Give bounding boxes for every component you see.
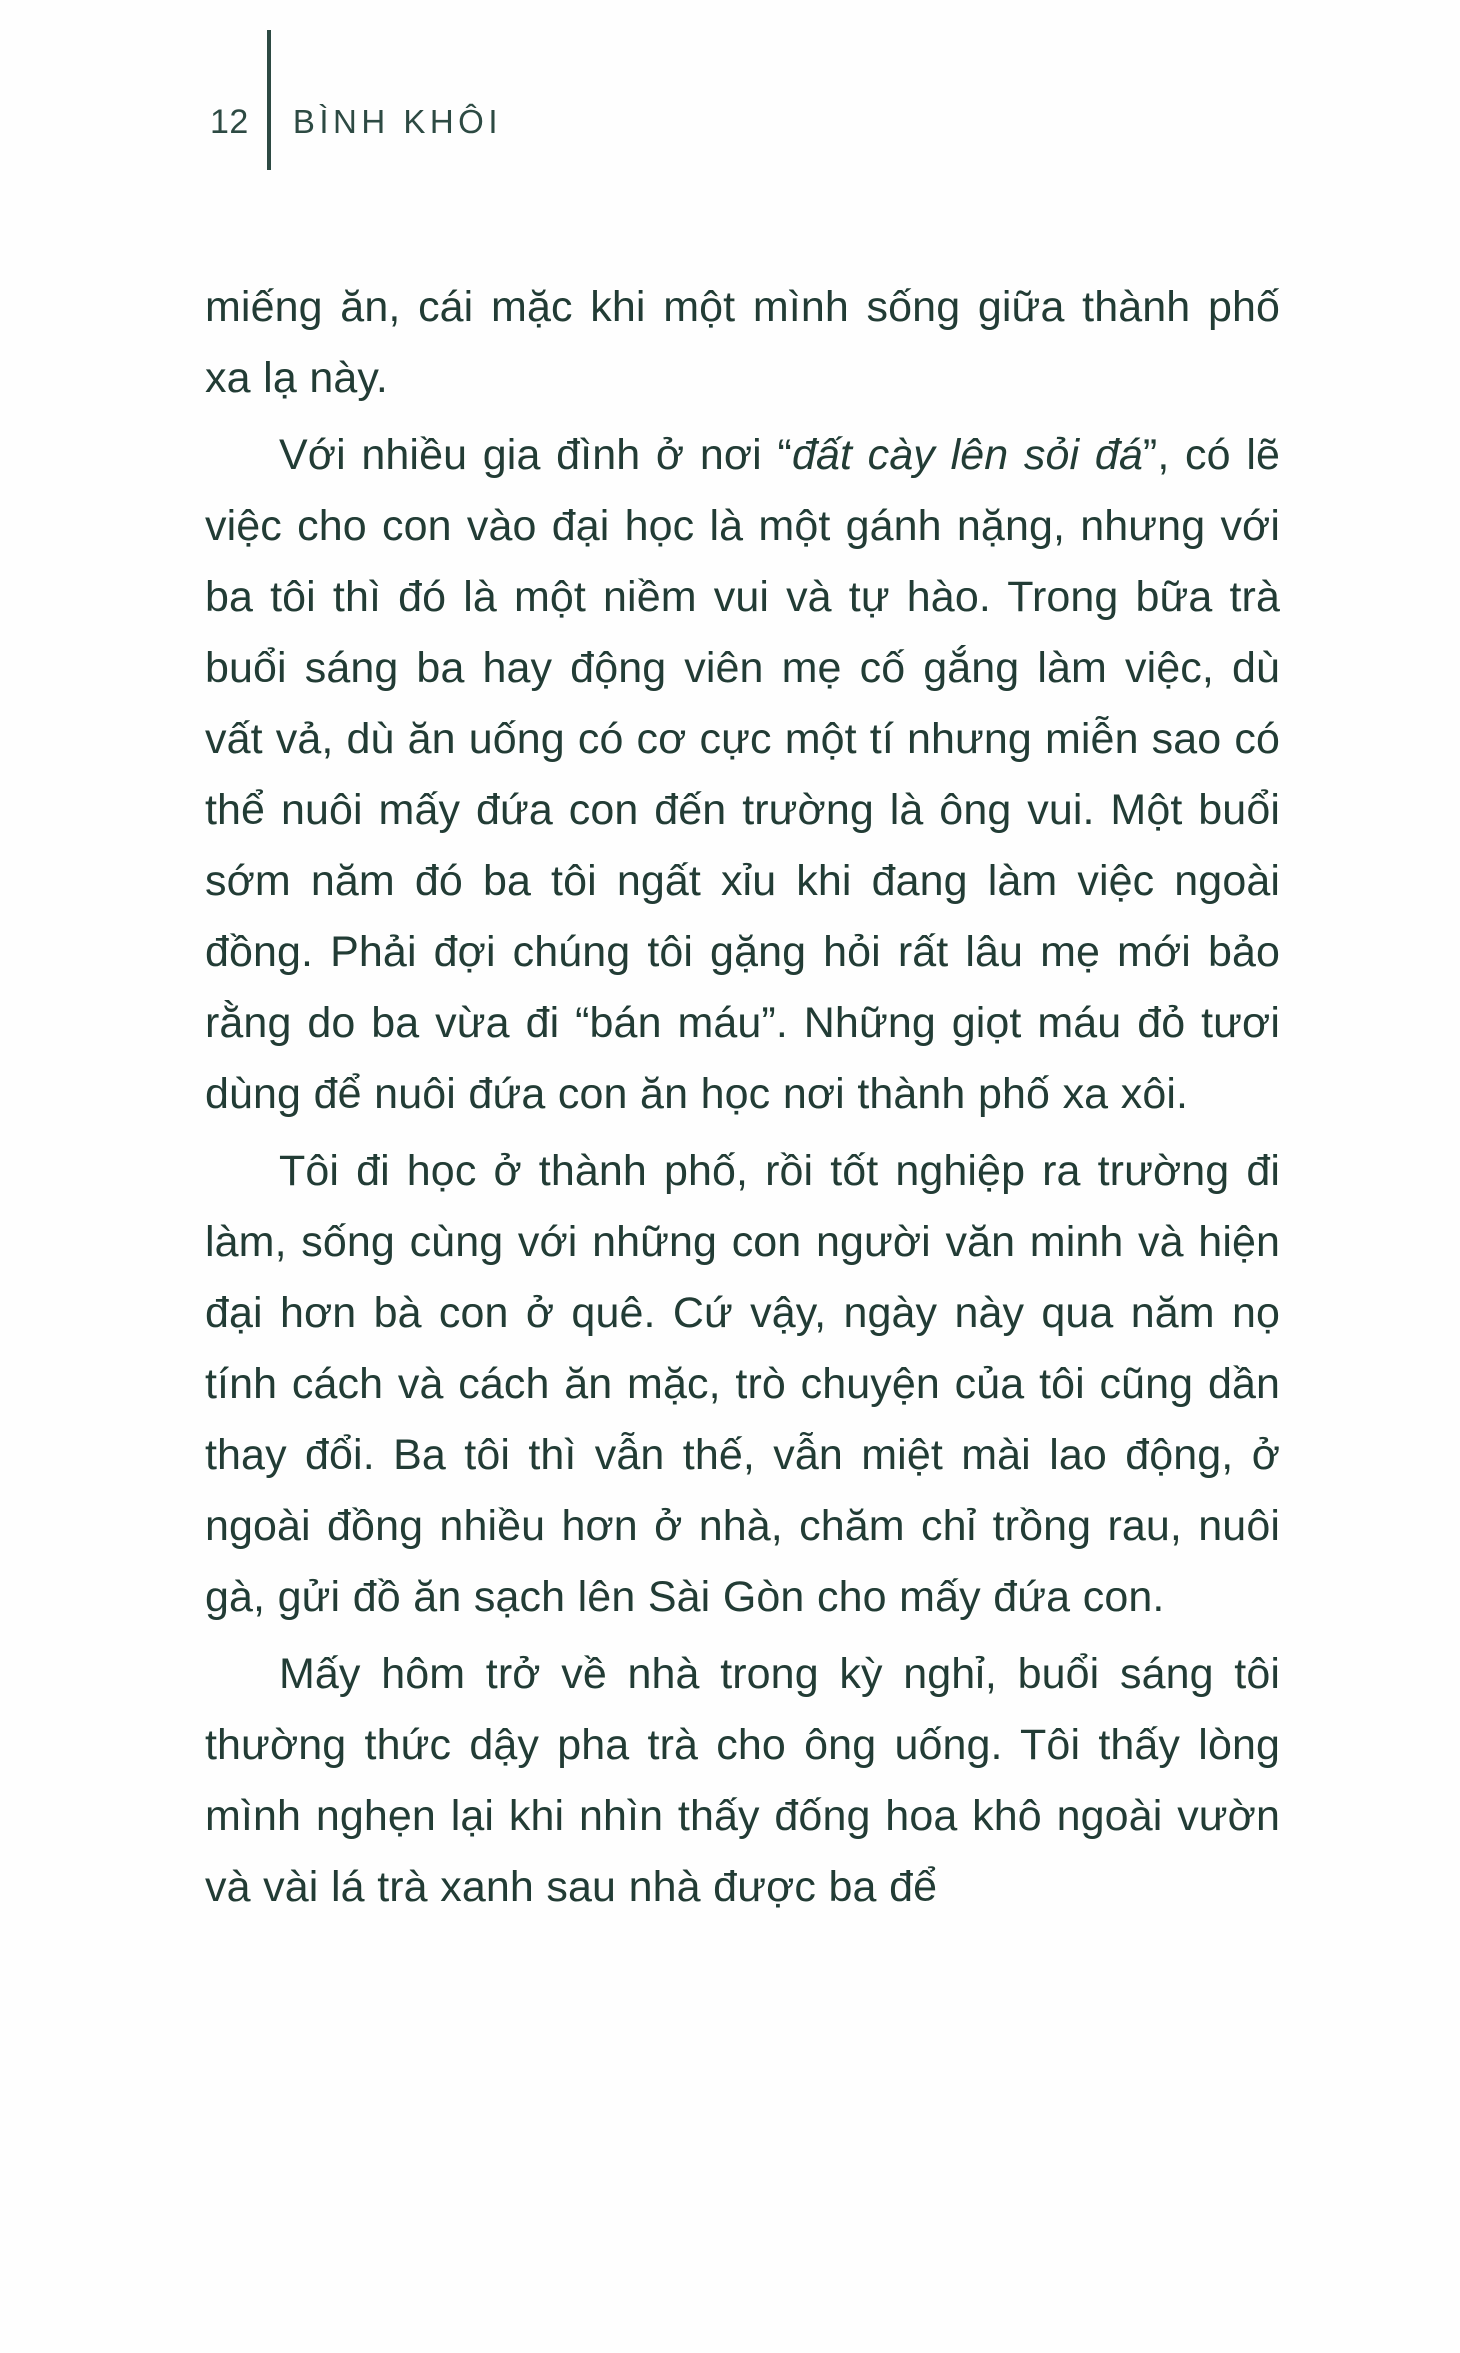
paragraph-2-segment-3: ”, có lẽ việc cho con vào đại học là một gánh nặng, nhưng với ba tôi thì đó là một niềm vui và tự hào. Trong bữa trà buổi sáng ba hay động viên mẹ cố gắng làm việc, dù vất vả, dù ăn uống có cơ cực một tí nhưng miễn sao có thể nuôi mấy đứa con đến trường là ông vui. Một buổi sớm năm đó ba tôi ngất xỉu khi đang làm việc ngoài đồng. Phải đợi chúng tôi gặng hỏi rất lâu mẹ mới bảo rằng do ba vừa đi “bán máu”. Những giọt máu đỏ tươi dùng để nuôi đứa con ăn học nơi thành phố xa xôi. [205,431,1280,1118]
page-number: 12 [210,103,249,141]
body-text [205,272,1280,1923]
running-head [210,30,502,170]
paragraph-3: Tôi đi học ở thành phố, rồi tốt nghiệp ra trường đi làm, sống cùng với những con người văn minh và hiện đại hơn bà con ở quê. Cứ vậy, ngày này qua năm nọ tính cách và cách ăn mặc, trò chuyện của tôi cũng dần thay đổi. Ba tôi thì vẫn thế, vẫn miệt mài lao động, ở ngoài đồng nhiều hơn ở nhà, chăm chỉ trồng rau, nuôi gà, gửi đồ ăn sạch lên Sài Gòn cho mấy đứa con. [205,1147,1280,1621]
paragraph-2-segment-1: Với nhiều gia đình ở nơi “ [279,431,792,479]
paragraph-2-segment-italic: đất cày lên sỏi đá [791,431,1143,479]
book-title: BÌNH KHÔI [292,103,503,140]
header-divider [267,30,271,170]
paragraph-4: Mấy hôm trở về nhà trong kỳ nghỉ, buổi sáng tôi thường thức dậy pha trà cho ông uống. Tôi thấy lòng mình nghẹn lại khi nhìn thấy đống hoa khô ngoài vườn và vài lá trà xanh sau nhà được ba để [205,1650,1280,1911]
paragraph-1: miếng ăn, cái mặc khi một mình sống giữa thành phố xa lạ này. [205,283,1280,402]
paragraph-2 [205,420,1280,1130]
